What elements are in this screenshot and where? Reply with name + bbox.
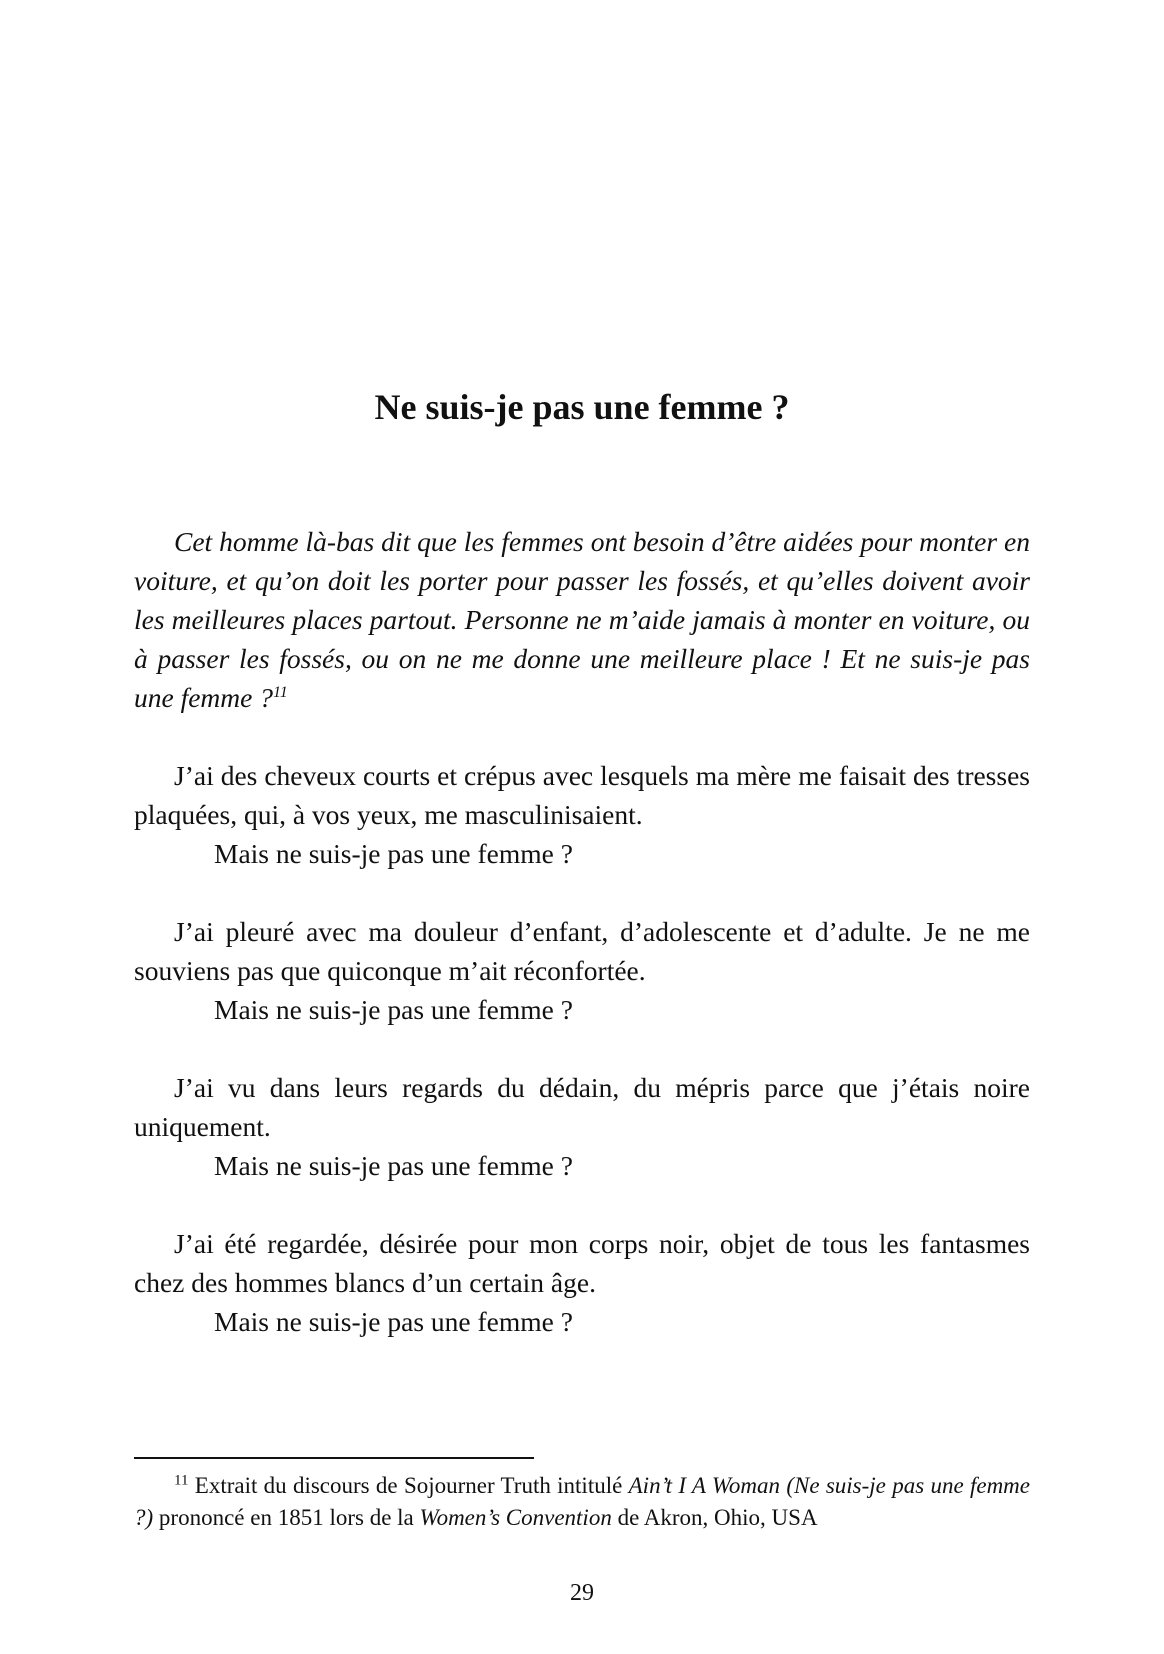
stanza-refrain: Mais ne suis-je pas une femme ? xyxy=(214,838,573,869)
footnote-number: 11 xyxy=(174,1472,189,1489)
stanza xyxy=(134,912,1030,1029)
stanza xyxy=(134,1224,1030,1341)
epigraph-quote xyxy=(134,522,1030,717)
stanza xyxy=(134,756,1030,873)
stanza-text: J’ai des cheveux courts et crépus avec lesquels ma mère me faisait des tresses plaquées, qui, à vos yeux, me masculinisaient. xyxy=(134,760,1030,830)
footnote-text-after: de Akron, Ohio, USA xyxy=(611,1505,818,1530)
footnote-speech-title: Ain’t I A Woman (Ne suis-je pas une femme ?) xyxy=(134,1473,1031,1530)
page-title: Ne suis-je pas une femme ? xyxy=(374,387,790,427)
stanza-text: J’ai pleuré avec ma douleur d’enfant, d’adolescente et d’adulte. Je ne me souviens pas que quiconque m’ait réconfortée. xyxy=(134,916,1030,986)
stanza-text: J’ai été regardée, désirée pour mon corps noir, objet de tous les fantasmes chez des hommes blancs d’un certain âge. xyxy=(134,1228,1030,1298)
body-text xyxy=(134,522,1030,1341)
epigraph-text: Cet homme là-bas dit que les femmes ont besoin d’être aidées pour monter en voiture, et qu’on doit les porter pour passer les fossés, et qu’elles doivent avoir les meilleures places partout. Personne ne m’aide jamais à monter en voiture, ou à passer les fossés, ou on ne me donne une meilleure place ! Et ne suis-je pas une femme ? xyxy=(134,526,1030,713)
stanza-refrain: Mais ne suis-je pas une femme ? xyxy=(214,994,573,1025)
footnote-event-name: Women’s Convention xyxy=(419,1505,612,1530)
stanza-text: J’ai vu dans leurs regards du dédain, du mépris parce que j’étais noire uniquement. xyxy=(134,1072,1030,1142)
stanza xyxy=(134,1068,1030,1185)
footnote xyxy=(134,1470,1030,1534)
stanza-refrain: Mais ne suis-je pas une femme ? xyxy=(214,1306,573,1337)
stanza-refrain: Mais ne suis-je pas une femme ? xyxy=(214,1150,573,1181)
footnote-text-before: Extrait du discours de Sojourner Truth intitulé xyxy=(194,1473,629,1498)
page-number: 29 xyxy=(570,1580,594,1606)
footnote-reference[interactable]: 11 xyxy=(272,683,288,701)
footnote-text-middle: prononcé en 1851 lors de la xyxy=(153,1505,420,1530)
footnote-divider xyxy=(134,1457,534,1459)
